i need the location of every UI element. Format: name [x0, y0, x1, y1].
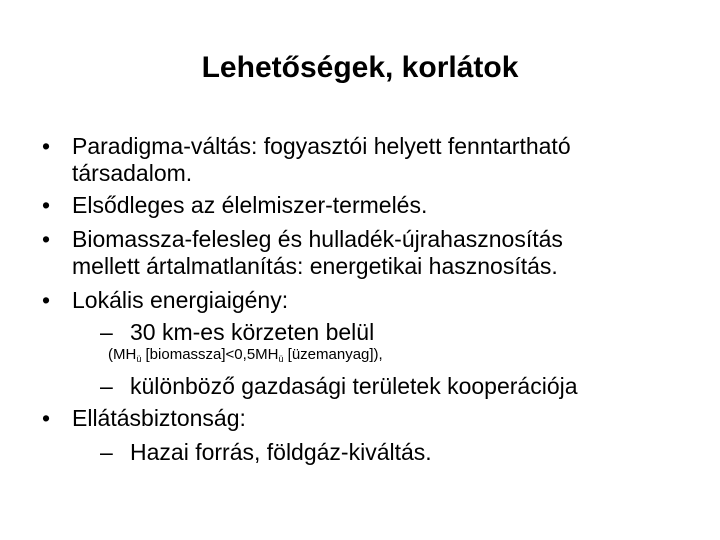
sub-item-4-2: különböző gazdasági területek kooperációja — [130, 373, 578, 399]
bullet-item-2-line1: Elsődleges az élelmiszer-termelés. — [72, 192, 428, 218]
slide-title: Lehetőségek, korlátok — [201, 51, 519, 84]
bullet-item-3-line1: Biomassza-felesleg és hulladék-újrahasznosítás — [72, 226, 563, 252]
bullet-item-3-line2: mellett ártalmatlanítás: energetikai hasznosítás. — [72, 253, 558, 279]
sub-item-4-1: 30 km-es körzeten belül — [130, 319, 375, 345]
note-sub2: ü — [278, 354, 284, 364]
bullet-icon: • — [42, 133, 51, 159]
sub-item-5-1: Hazai forrás, földgáz-kiváltás. — [130, 439, 432, 465]
bullet-item-1-line1: Paradigma-váltás: fogyasztói helyett fenntartható — [72, 133, 571, 159]
bullet-icon: • — [42, 287, 51, 313]
note-formula — [108, 346, 383, 368]
bullet-icon: • — [42, 405, 51, 431]
bullet-icon: • — [42, 192, 51, 218]
note-part2: [biomassza]<0,5MH — [141, 346, 279, 363]
bullet-item-5-line1: Ellátásbiztonság: — [72, 405, 246, 431]
bullet-item-1-line2: társadalom. — [72, 160, 193, 186]
note-part1: (MH — [108, 346, 137, 363]
bullet-item-4-line1: Lokális energiaigény: — [72, 287, 289, 313]
sub-dash-icon: – — [100, 319, 113, 345]
sub-dash-icon: – — [100, 373, 113, 399]
note-sub1: ü — [136, 354, 142, 364]
bullet-icon: • — [42, 226, 51, 252]
note-part3: [üzemanyag]), — [283, 346, 383, 363]
sub-dash-icon: – — [100, 439, 113, 465]
